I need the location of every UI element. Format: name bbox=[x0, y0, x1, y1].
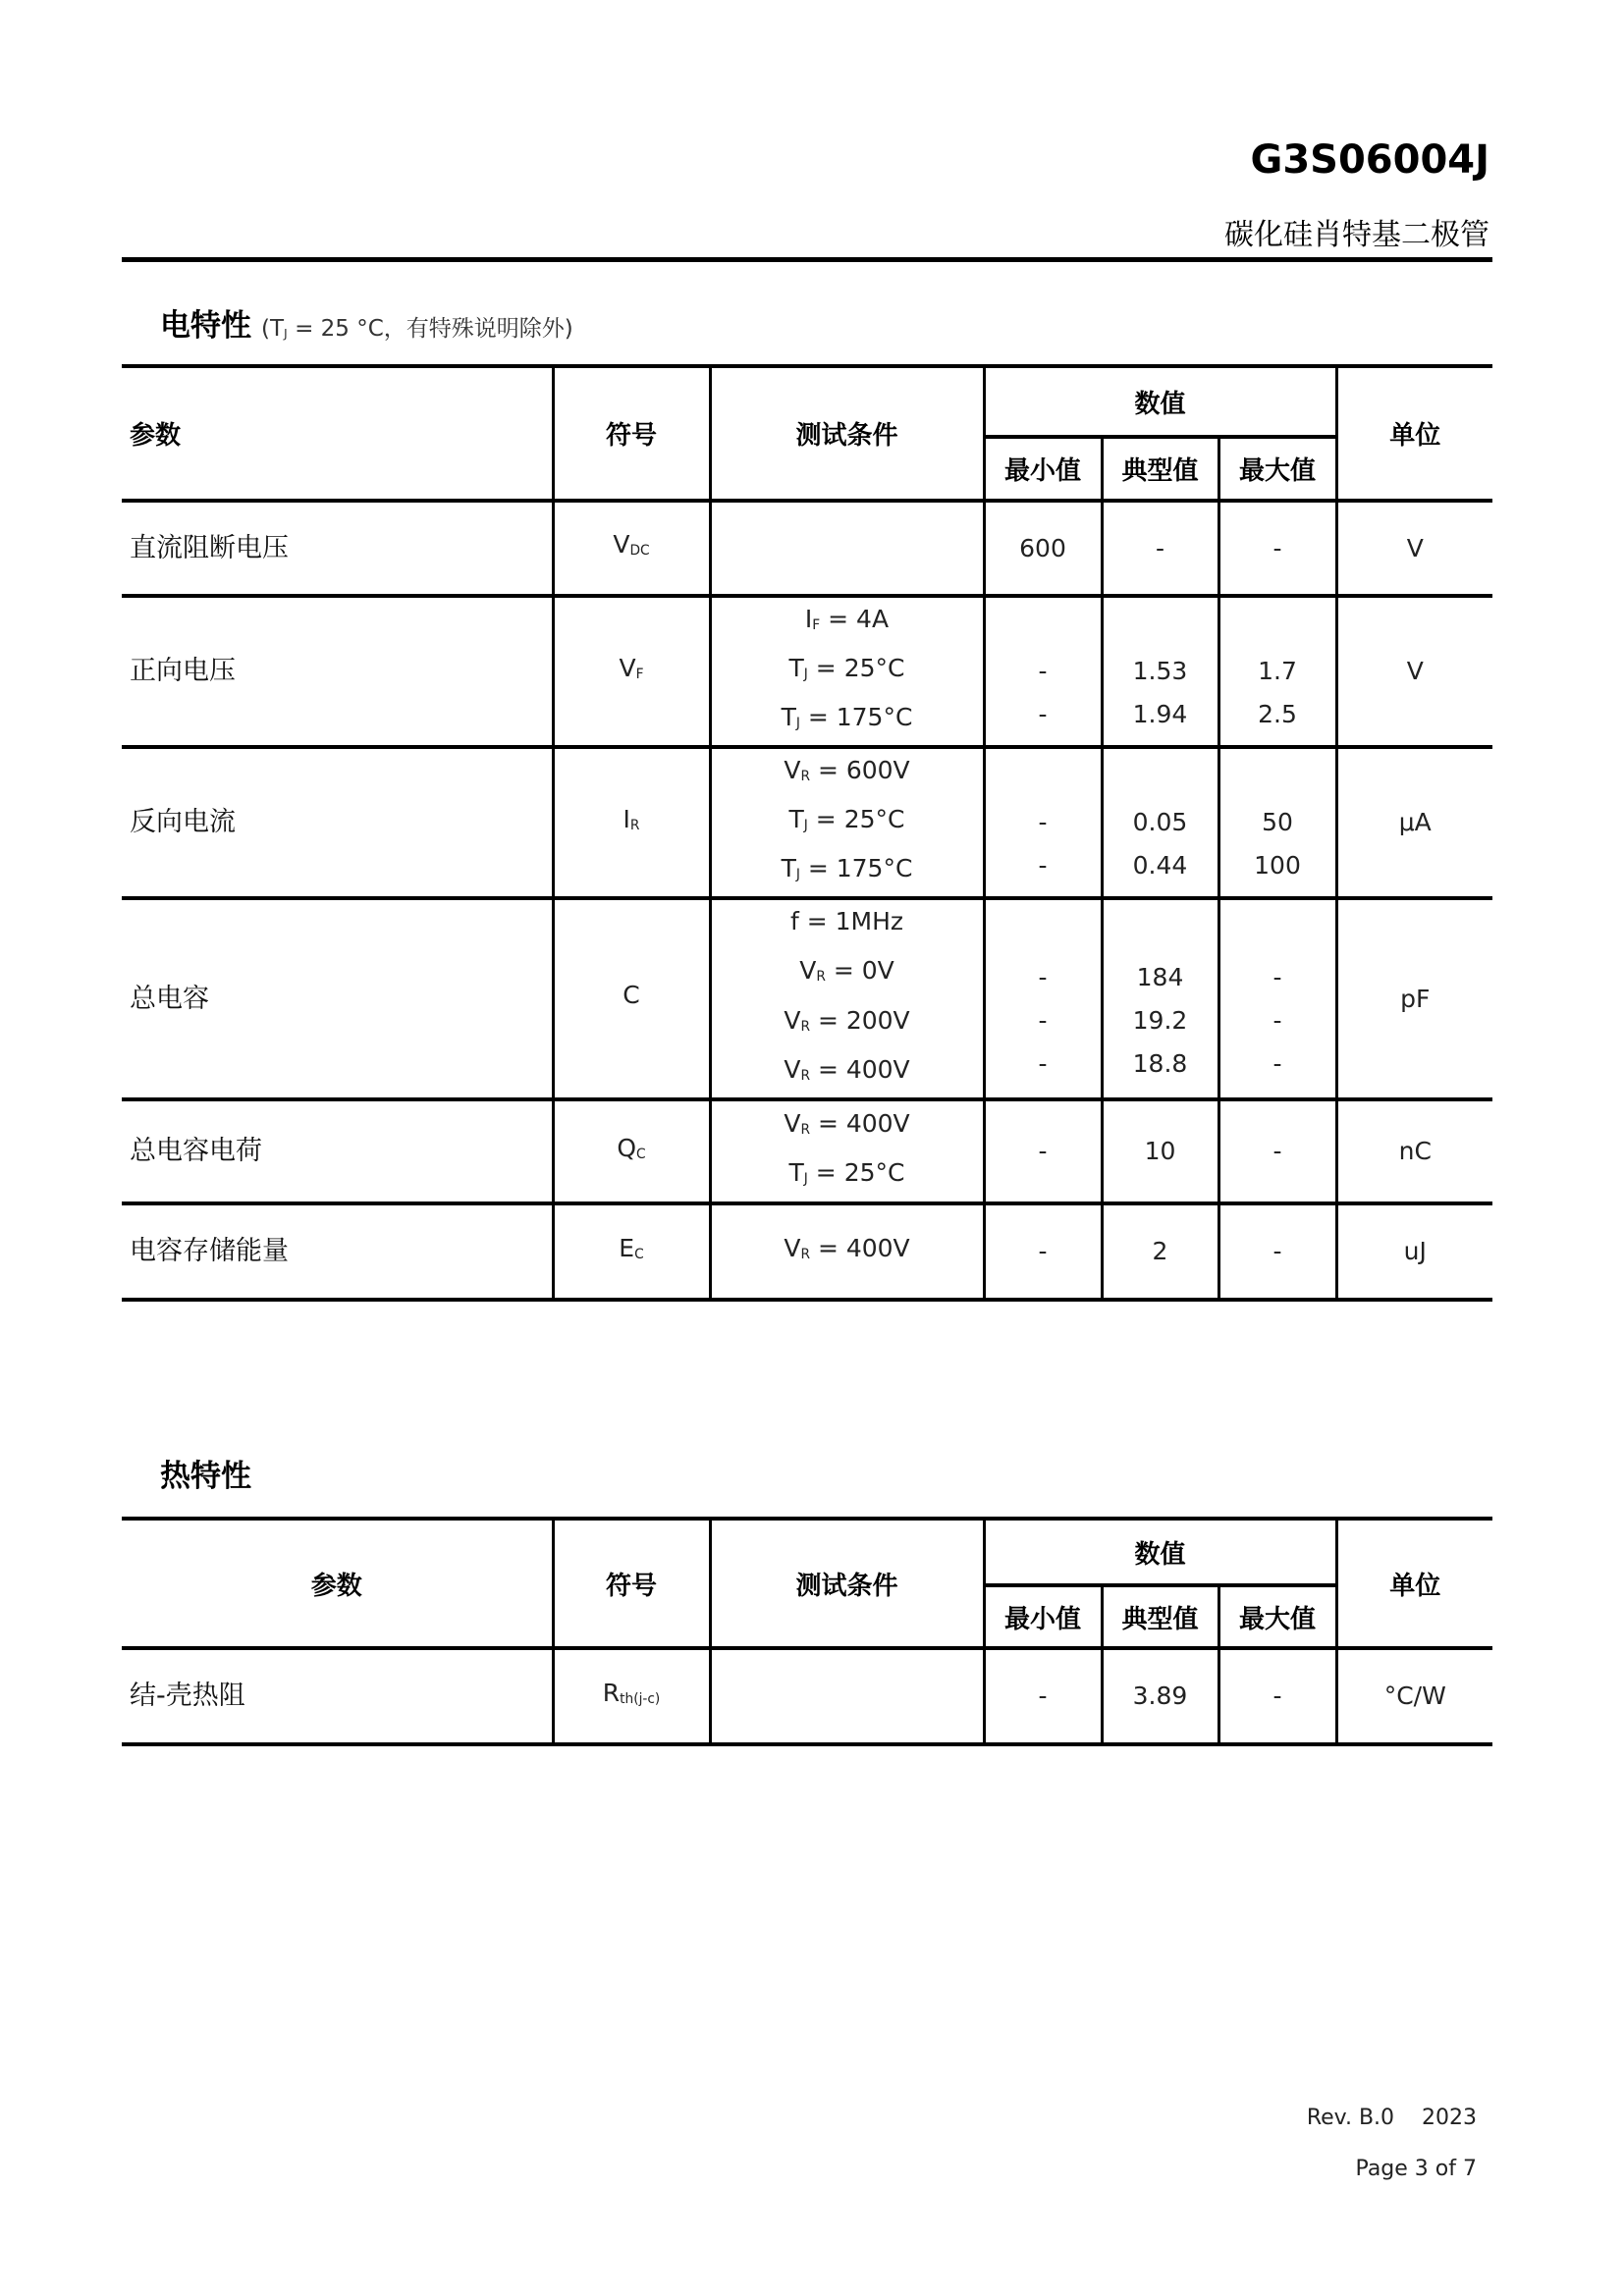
col-header-unit: 单位 bbox=[1336, 366, 1492, 501]
min-cell bbox=[984, 501, 1102, 596]
max-value bbox=[1220, 758, 1335, 801]
min-cell bbox=[984, 596, 1102, 747]
col-header-max: 最大值 bbox=[1218, 1585, 1336, 1648]
max-value: 100 bbox=[1254, 851, 1301, 881]
typ-cell bbox=[1102, 1099, 1218, 1203]
typ-cell: 3.89 bbox=[1102, 1648, 1218, 1744]
electrical-conditions-note: (TJ = 25 °C，有特殊说明除外) bbox=[261, 316, 573, 342]
min-value: - bbox=[1038, 851, 1048, 881]
col-header-symbol: 符号 bbox=[553, 366, 710, 501]
document-subtitle: 碳化硅肖特基二极管 bbox=[1224, 218, 1489, 252]
max-value: - bbox=[1272, 1136, 1282, 1165]
condition-line: VR = 600V bbox=[784, 756, 910, 785]
max-cell bbox=[1218, 898, 1336, 1098]
max-value: 1.7 bbox=[1258, 657, 1297, 686]
param-name: 直流阻断电压 bbox=[122, 501, 553, 596]
symbol-cell: EC bbox=[553, 1203, 710, 1300]
unit-cell: pF bbox=[1336, 898, 1492, 1098]
col-header-typ: 典型值 bbox=[1102, 437, 1218, 501]
min-value bbox=[986, 607, 1101, 650]
typ-value: 19.2 bbox=[1132, 1005, 1188, 1035]
min-cell bbox=[984, 1099, 1102, 1203]
max-cell: - bbox=[1218, 1648, 1336, 1744]
unit-cell: nC bbox=[1336, 1099, 1492, 1203]
typ-value: - bbox=[1155, 533, 1165, 562]
typ-value bbox=[1104, 913, 1218, 956]
param-name: 总电容电荷 bbox=[122, 1099, 553, 1203]
conditions-cell bbox=[710, 898, 984, 1098]
min-value: - bbox=[1038, 1236, 1048, 1265]
typ-cell bbox=[1102, 747, 1218, 898]
table-row bbox=[122, 1203, 1492, 1300]
condition-line: TJ = 25°C bbox=[788, 1157, 905, 1187]
typ-cell bbox=[1102, 898, 1218, 1098]
max-value: - bbox=[1272, 533, 1282, 562]
col-header-unit: 单位 bbox=[1336, 1519, 1492, 1648]
header-divider bbox=[122, 257, 1492, 262]
min-value: - bbox=[1038, 962, 1048, 991]
typ-value: 0.44 bbox=[1132, 851, 1188, 881]
min-cell: - bbox=[984, 1648, 1102, 1744]
min-value: - bbox=[1038, 1048, 1048, 1078]
unit-cell: V bbox=[1336, 501, 1492, 596]
col-header-values: 数值 bbox=[984, 1519, 1336, 1585]
symbol-cell: IR bbox=[553, 747, 710, 898]
max-value bbox=[1220, 607, 1335, 650]
min-value: 600 bbox=[1019, 533, 1066, 562]
conditions-cell bbox=[710, 596, 984, 747]
col-header-typ: 典型值 bbox=[1102, 1585, 1218, 1648]
thermal-section-title: 热特性 bbox=[160, 1459, 251, 1494]
table-header-row bbox=[122, 1519, 1492, 1585]
typ-value bbox=[1104, 607, 1218, 650]
table-row bbox=[122, 1099, 1492, 1203]
conditions-cell bbox=[710, 1099, 984, 1203]
max-value: 50 bbox=[1262, 808, 1293, 837]
electrical-characteristics-table bbox=[122, 364, 1492, 1302]
typ-value: 1.53 bbox=[1132, 657, 1188, 686]
revision-label: Rev. B.0 2023 bbox=[1306, 2106, 1477, 2130]
table-header-row bbox=[122, 366, 1492, 437]
conditions-cell bbox=[710, 1648, 984, 1744]
min-cell bbox=[984, 898, 1102, 1098]
condition-line: TJ = 175°C bbox=[781, 703, 913, 732]
conditions-cell bbox=[710, 501, 984, 596]
unit-cell: V bbox=[1336, 596, 1492, 747]
min-value bbox=[986, 913, 1101, 956]
symbol-cell: QC bbox=[553, 1099, 710, 1203]
condition-line: VR = 200V bbox=[784, 1005, 910, 1035]
col-header-conditions: 测试条件 bbox=[710, 366, 984, 501]
max-cell bbox=[1218, 747, 1336, 898]
condition-line: VR = 400V bbox=[784, 1108, 910, 1138]
page-number: Page 3 of 7 bbox=[1355, 2157, 1477, 2181]
unit-cell: °C/W bbox=[1336, 1648, 1492, 1744]
col-header-min: 最小值 bbox=[984, 1585, 1102, 1648]
max-value: - bbox=[1272, 1005, 1282, 1035]
typ-value: 1.94 bbox=[1132, 700, 1188, 729]
max-value: - bbox=[1272, 1048, 1282, 1078]
table-row bbox=[122, 1648, 1492, 1744]
param-name: 正向电压 bbox=[122, 596, 553, 747]
max-value: 2.5 bbox=[1258, 700, 1297, 729]
table-row bbox=[122, 898, 1492, 1098]
max-value bbox=[1220, 913, 1335, 956]
min-value: - bbox=[1038, 808, 1048, 837]
col-header-symbol: 符号 bbox=[553, 1519, 710, 1648]
col-header-param: 参数 bbox=[122, 1519, 553, 1648]
symbol-cell: C bbox=[553, 898, 710, 1098]
condition-line: TJ = 175°C bbox=[781, 854, 913, 883]
typ-value bbox=[1104, 758, 1218, 801]
typ-value: 0.05 bbox=[1132, 808, 1188, 837]
min-value: - bbox=[1038, 700, 1048, 729]
table-row bbox=[122, 747, 1492, 898]
min-value: - bbox=[1038, 657, 1048, 686]
typ-cell bbox=[1102, 1203, 1218, 1300]
max-value: - bbox=[1272, 1236, 1282, 1265]
condition-line: VR = 400V bbox=[784, 1054, 910, 1084]
table-row bbox=[122, 501, 1492, 596]
param-name: 电容存储能量 bbox=[122, 1203, 553, 1300]
col-header-conditions: 测试条件 bbox=[710, 1519, 984, 1648]
condition-line: TJ = 25°C bbox=[788, 805, 905, 834]
condition-line: TJ = 25°C bbox=[788, 654, 905, 683]
max-value: - bbox=[1272, 962, 1282, 991]
col-header-max: 最大值 bbox=[1218, 437, 1336, 501]
param-name: 反向电流 bbox=[122, 747, 553, 898]
min-value bbox=[986, 758, 1101, 801]
electrical-table-body bbox=[122, 501, 1492, 1300]
typ-value: 184 bbox=[1136, 962, 1184, 991]
col-header-min: 最小值 bbox=[984, 437, 1102, 501]
conditions-cell bbox=[710, 1203, 984, 1300]
symbol-cell: VDC bbox=[553, 501, 710, 596]
condition-line: f = 1MHz bbox=[789, 907, 904, 936]
condition-line: VR = 0V bbox=[799, 956, 894, 986]
symbol-cell: VF bbox=[553, 596, 710, 747]
electrical-title-text: 电特性 bbox=[160, 308, 251, 344]
conditions-cell bbox=[710, 747, 984, 898]
max-cell bbox=[1218, 596, 1336, 747]
thermal-characteristics-table bbox=[122, 1517, 1492, 1746]
condition-line: IF = 4A bbox=[804, 605, 890, 634]
unit-cell: μA bbox=[1336, 747, 1492, 898]
typ-value: 10 bbox=[1144, 1136, 1176, 1165]
part-number: G3S06004J bbox=[1250, 137, 1489, 183]
max-cell bbox=[1218, 1203, 1336, 1300]
unit-cell: uJ bbox=[1336, 1203, 1492, 1300]
min-cell bbox=[984, 747, 1102, 898]
min-value: - bbox=[1038, 1136, 1048, 1165]
typ-value: 18.8 bbox=[1132, 1048, 1188, 1078]
param-name: 结-壳热阻 bbox=[122, 1648, 553, 1744]
param-name: 总电容 bbox=[122, 898, 553, 1098]
col-header-values: 数值 bbox=[984, 366, 1336, 437]
max-cell bbox=[1218, 501, 1336, 596]
min-cell bbox=[984, 1203, 1102, 1300]
electrical-section-title bbox=[160, 300, 573, 345]
typ-cell bbox=[1102, 596, 1218, 747]
table-row bbox=[122, 596, 1492, 747]
max-cell bbox=[1218, 1099, 1336, 1203]
typ-value: 2 bbox=[1152, 1236, 1168, 1265]
condition-line: VR = 400V bbox=[784, 1233, 910, 1262]
col-header-param: 参数 bbox=[122, 366, 553, 501]
min-value: - bbox=[1038, 1005, 1048, 1035]
typ-cell bbox=[1102, 501, 1218, 596]
symbol-cell: Rth(j-c) bbox=[553, 1648, 710, 1744]
